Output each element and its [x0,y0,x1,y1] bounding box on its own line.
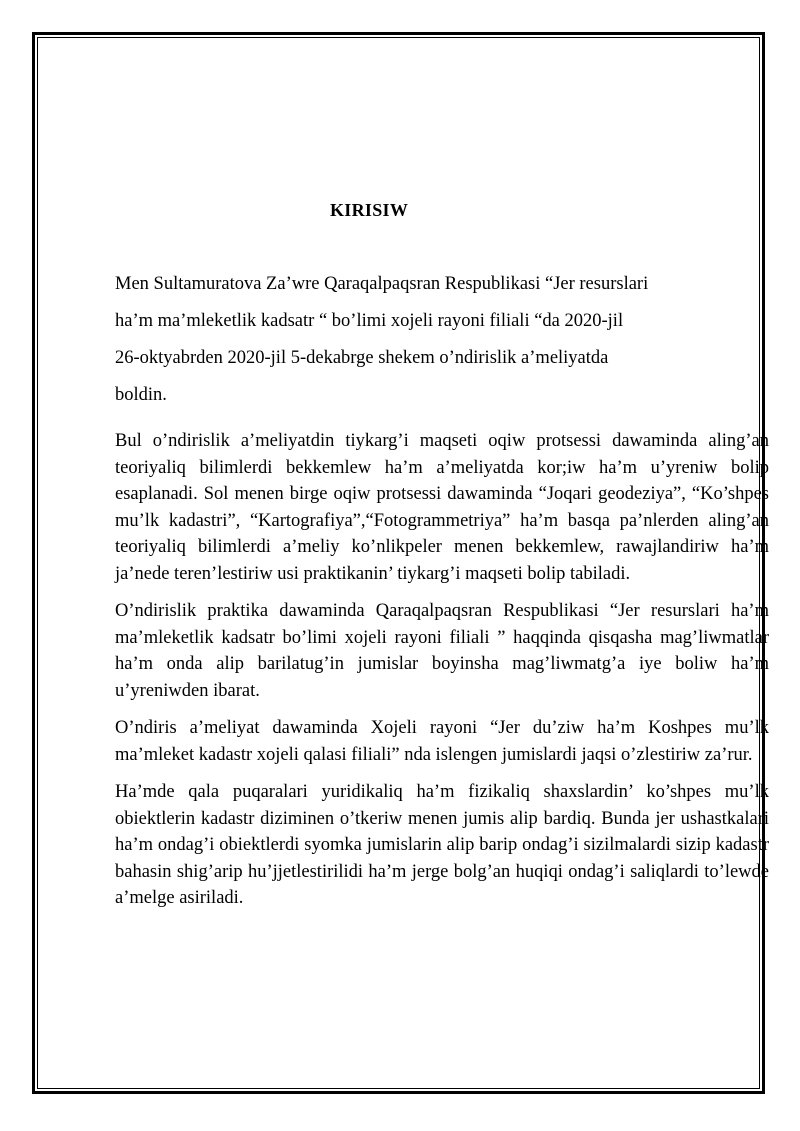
paragraph-cadastre: Ha’mde qala puqaralari yuridikaliq ha’m fizikaliq shaxslardin’ ko’shpes mu’lk obiektlerin kadastr diziminen o’tkeriw menen jumis alip bardiq. Bunda jer ushastkalari ha’m ondag’i obiektlerdi syomka jumislarin alip barip ondag’i sizilmalardi sizip kadastr bahasin shig’arip hu’jjetlestirilidi ha’m jerge bolg’an huqiqi ondag’i saliqlardi to’lewde a’melge asiriladi. [115,782,769,908]
paragraph-purpose: Bul o’ndirislik a’meliyatdin tiykarg’i maqseti oqiw protsessi dawaminda aling’an teoriyaliq bilimlerdi bekkemlew ha’m a’meliyatda kor;iw ha’m u’yreniw bolip esaplanadi. Sol menen birge oqiw protsessi dawaminda “Joqari geodeziya”, “Ko’shpes mu’lk kadastri”, “Kartografiya”,“Fotogrammetriya” ha’m basqa pa’nlerden aling’an teoriyaliq bilimlerdi a’meliy ko’nlikpeler menen bekkemlew, rawajlandiriw ha’m ja’nede teren’lestiriw usi praktikanin’ tiykarg’i maqseti bolip tabiladi. [115,431,769,584]
paragraph-work: O’ndiris a’meliyat dawaminda Xojeli rayoni “Jer du’ziw ha’m Koshpes mu’lk ma’mleket kadastr xojeli qalasi filiali” nda islengen jumislardi jaqsi o’zlestiriw za’rur. [115,718,769,765]
intro-line: ha’m ma’mleketlik kadsatr “ bo’limi xojeli rayoni filiali “da 2020-jil [115,311,624,331]
intro-line: Men Sultamuratova Za’wre Qaraqalpaqsran Respublikasi “Jer resurslari [115,274,649,294]
document-heading: KIRISIW [330,200,409,220]
body-text [115,428,769,923]
paragraph-practice: O’ndirislik praktika dawaminda Qaraqalpaqsran Respublikasi “Jer resurslari ha’m ma’mleketlik kadsatr bo’limi xojeli rayoni filiali ” haqqinda qisqasha mag’liwmatlar ha’m onda alip barilatug’in jumislar boyinsha mag’liwmatg’a iye boliw ha’m u’yreniwden ibarat. [115,601,769,701]
intro-line: 26-oktyabrden 2020-jil 5-dekabrge shekem o’ndirislik a’meliyatda [115,348,609,368]
intro-block [115,270,775,418]
intro-line: boldin. [115,385,167,405]
